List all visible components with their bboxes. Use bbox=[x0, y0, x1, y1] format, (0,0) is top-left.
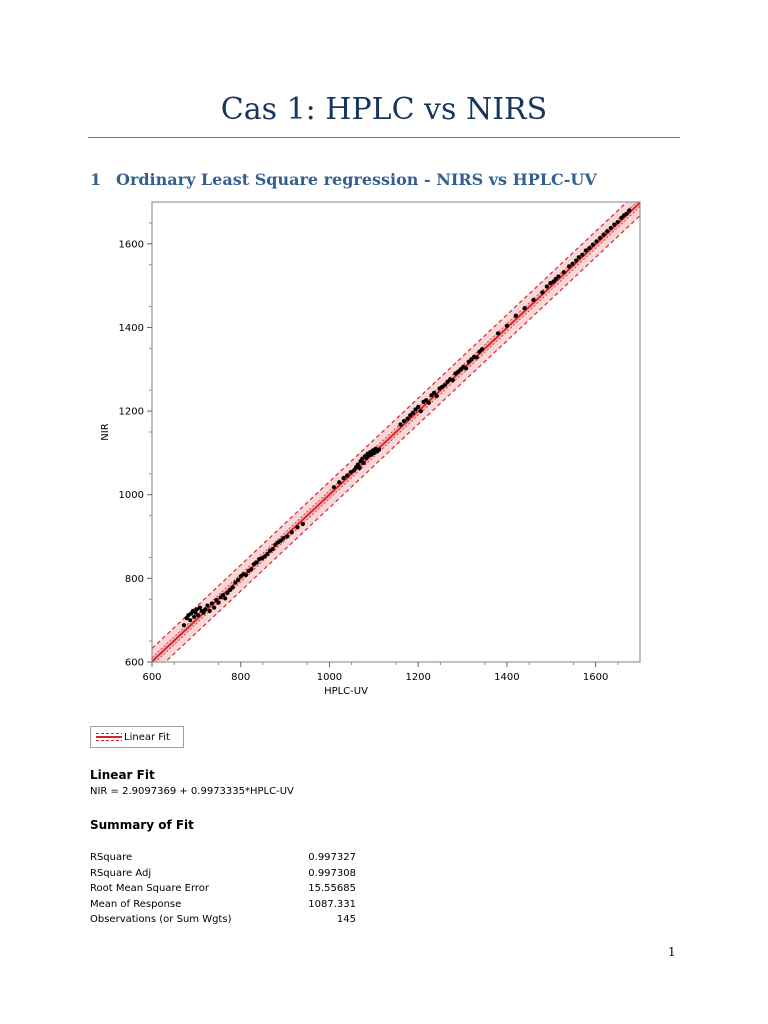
data-point bbox=[405, 417, 409, 421]
data-point bbox=[255, 560, 259, 564]
table-row bbox=[90, 897, 356, 913]
linear-fit-legend-swatch bbox=[96, 732, 122, 742]
data-point bbox=[464, 366, 468, 370]
summary-of-fit-table bbox=[90, 850, 356, 928]
y-tick-label: 600 bbox=[124, 657, 144, 669]
table-row bbox=[90, 850, 356, 866]
legend-label: Linear Fit bbox=[124, 731, 170, 743]
data-point bbox=[205, 603, 209, 607]
data-point bbox=[265, 552, 269, 556]
data-point bbox=[505, 324, 509, 328]
data-point bbox=[295, 525, 299, 529]
data-point bbox=[540, 290, 544, 294]
data-point bbox=[443, 383, 447, 387]
data-point bbox=[223, 596, 227, 600]
data-point bbox=[587, 246, 591, 250]
scatter-chart bbox=[90, 195, 650, 715]
data-point bbox=[301, 522, 305, 526]
y-tick-label: 1400 bbox=[118, 322, 144, 334]
section-title: Ordinary Least Square regression - NIRS vs HPLC-UV bbox=[116, 170, 597, 189]
data-point bbox=[584, 248, 588, 252]
title-divider bbox=[88, 137, 680, 138]
row-label: Mean of Response bbox=[90, 898, 182, 910]
data-point bbox=[342, 476, 346, 480]
data-point bbox=[281, 536, 285, 540]
data-point bbox=[208, 609, 212, 613]
data-point bbox=[612, 222, 616, 226]
data-point bbox=[432, 391, 436, 395]
x-tick-label: 800 bbox=[231, 672, 251, 683]
data-point bbox=[602, 233, 606, 237]
data-point bbox=[358, 466, 362, 470]
data-point bbox=[616, 220, 620, 224]
y-axis-label: NIR bbox=[100, 423, 111, 441]
data-point bbox=[362, 461, 366, 465]
data-point bbox=[244, 573, 248, 577]
row-value: 15.55685 bbox=[308, 883, 356, 894]
data-point bbox=[416, 405, 420, 409]
data-point bbox=[419, 409, 423, 413]
data-point bbox=[531, 298, 535, 302]
row-label: RSquare Adj bbox=[90, 867, 152, 879]
data-point bbox=[496, 331, 500, 335]
row-value: 1087.331 bbox=[308, 898, 356, 910]
table-row bbox=[90, 866, 356, 882]
x-tick-label: 1200 bbox=[405, 672, 431, 683]
section-heading bbox=[90, 170, 597, 189]
data-point bbox=[216, 601, 220, 605]
data-point bbox=[609, 226, 613, 230]
data-point bbox=[402, 419, 406, 423]
row-value: 0.997327 bbox=[308, 852, 356, 863]
y-tick-label: 1000 bbox=[118, 490, 144, 502]
linear-fit-title: Linear Fit bbox=[90, 768, 155, 782]
data-point bbox=[236, 578, 240, 582]
data-point bbox=[182, 623, 186, 627]
table-row bbox=[90, 912, 356, 928]
y-tick-label: 1600 bbox=[118, 239, 144, 251]
data-point bbox=[451, 378, 455, 382]
row-value: 145 bbox=[336, 914, 356, 925]
data-point bbox=[398, 422, 402, 426]
data-point bbox=[594, 239, 598, 243]
data-point bbox=[605, 229, 609, 233]
row-value: 0.997308 bbox=[308, 867, 356, 879]
data-point bbox=[570, 262, 574, 266]
data-point bbox=[475, 355, 479, 359]
data-point bbox=[192, 615, 196, 619]
data-point bbox=[271, 547, 275, 551]
data-point bbox=[625, 212, 629, 216]
document-title: Cas 1: HPLC vs NIRS bbox=[220, 92, 548, 127]
data-point bbox=[577, 255, 581, 259]
data-point bbox=[580, 253, 584, 257]
data-point bbox=[514, 314, 518, 318]
x-tick-label: 600 bbox=[142, 672, 162, 683]
data-point bbox=[556, 274, 560, 278]
data-point bbox=[212, 606, 216, 610]
data-point bbox=[231, 585, 235, 589]
data-point bbox=[337, 480, 341, 484]
row-label: Root Mean Square Error bbox=[90, 883, 210, 894]
summary-of-fit-title: Summary of Fit bbox=[90, 818, 194, 832]
data-point bbox=[627, 208, 631, 212]
section-number: 1 bbox=[90, 170, 102, 189]
data-point bbox=[332, 485, 336, 489]
data-point bbox=[480, 347, 484, 351]
row-label: RSquare bbox=[90, 852, 133, 863]
table-row bbox=[90, 881, 356, 897]
row-label: Observations (or Sum Wgts) bbox=[90, 914, 232, 925]
data-point bbox=[285, 534, 289, 538]
data-point bbox=[591, 243, 595, 247]
data-point bbox=[290, 530, 294, 534]
chart-legend[interactable] bbox=[90, 726, 184, 748]
data-point bbox=[377, 447, 381, 451]
data-point bbox=[249, 567, 253, 571]
data-point bbox=[210, 601, 214, 605]
data-point bbox=[562, 270, 566, 274]
data-point bbox=[545, 284, 549, 288]
data-point bbox=[567, 264, 571, 268]
data-point bbox=[435, 394, 439, 398]
prediction-lower-line bbox=[152, 216, 640, 675]
x-tick-label: 1600 bbox=[582, 672, 609, 683]
data-point bbox=[345, 473, 349, 477]
data-point bbox=[196, 613, 200, 617]
data-point bbox=[411, 411, 415, 415]
plot-layer bbox=[152, 195, 640, 674]
y-tick-label: 800 bbox=[124, 573, 144, 585]
page-number: 1 bbox=[668, 945, 676, 959]
y-tick-label: 1200 bbox=[118, 406, 144, 418]
data-point bbox=[427, 401, 431, 405]
data-point bbox=[188, 618, 192, 622]
data-point bbox=[574, 258, 578, 262]
linear-fit-equation: NIR = 2.9097369 + 0.9973335*HPLC-UV bbox=[90, 786, 294, 797]
data-point bbox=[203, 607, 207, 611]
x-tick-label: 1400 bbox=[494, 672, 520, 683]
fit-line bbox=[152, 203, 640, 662]
data-point bbox=[523, 306, 527, 310]
x-tick-label: 1000 bbox=[316, 672, 343, 683]
data-point bbox=[598, 236, 602, 240]
x-axis-label: HPLC-UV bbox=[324, 686, 368, 697]
